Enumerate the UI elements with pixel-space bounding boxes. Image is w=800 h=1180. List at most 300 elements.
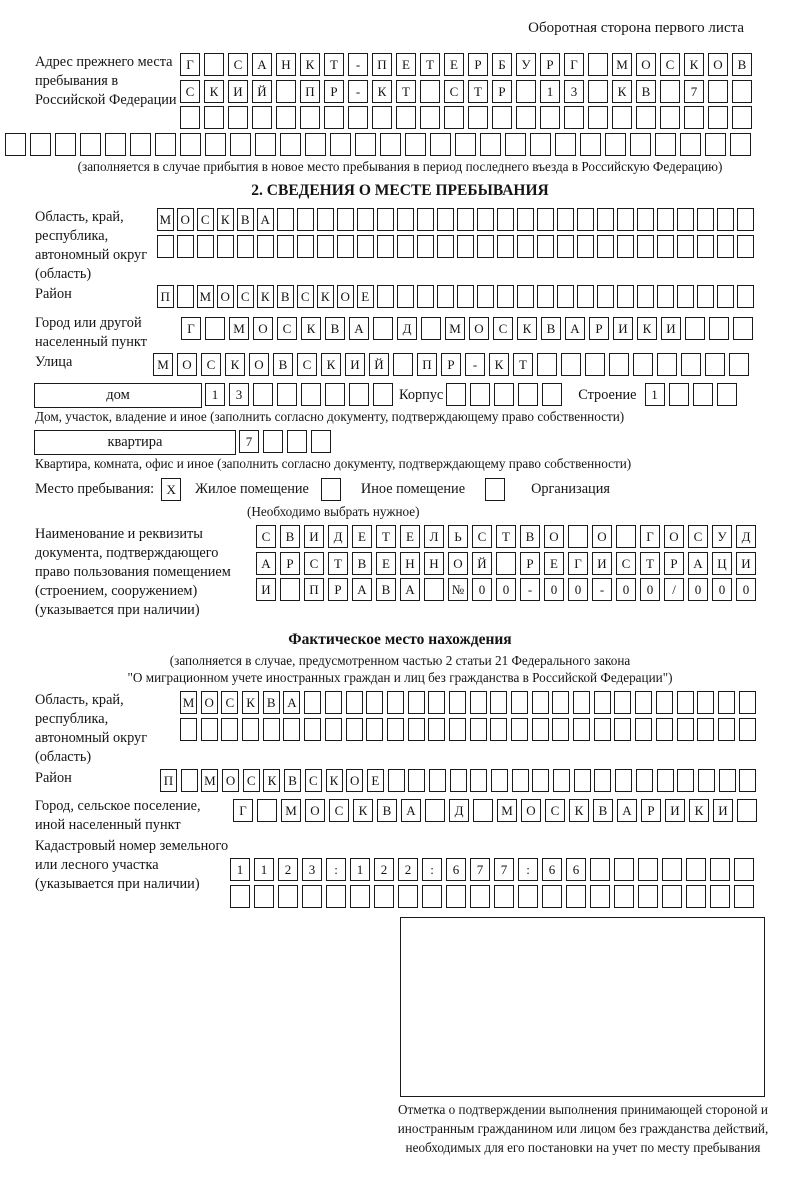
char-cell[interactable]: 7 [494, 858, 514, 881]
char-cell[interactable] [574, 769, 591, 792]
char-cell[interactable] [155, 133, 176, 156]
char-cell[interactable] [718, 691, 735, 714]
char-cell[interactable]: К [204, 80, 224, 103]
char-cell[interactable]: П [304, 578, 324, 601]
char-cell[interactable] [588, 53, 608, 76]
char-cell[interactable] [637, 235, 654, 258]
char-cell[interactable]: И [256, 578, 276, 601]
char-cell[interactable]: С [243, 769, 260, 792]
char-cell[interactable] [228, 106, 248, 129]
char-cell[interactable] [585, 353, 605, 376]
char-cell[interactable] [491, 769, 508, 792]
char-cell[interactable]: М [157, 208, 174, 231]
char-cell[interactable]: Р [441, 353, 461, 376]
char-cell[interactable] [348, 106, 368, 129]
char-cell[interactable] [408, 769, 425, 792]
char-cell[interactable] [278, 885, 298, 908]
char-cell[interactable] [717, 383, 737, 406]
char-cell[interactable]: О [708, 53, 728, 76]
char-cell[interactable] [346, 718, 363, 741]
char-cell[interactable]: О [253, 317, 273, 340]
char-cell[interactable]: Е [367, 769, 384, 792]
char-cell[interactable]: У [712, 525, 732, 548]
char-cell[interactable] [477, 285, 494, 308]
char-cell[interactable]: К [300, 53, 320, 76]
char-cell[interactable]: 6 [566, 858, 586, 881]
char-cell[interactable] [680, 133, 701, 156]
char-cell[interactable] [708, 80, 728, 103]
char-cell[interactable]: 0 [736, 578, 756, 601]
char-cell[interactable]: М [612, 53, 632, 76]
char-cell[interactable]: Р [520, 552, 540, 575]
char-cell[interactable] [594, 718, 611, 741]
char-cell[interactable] [201, 718, 218, 741]
char-cell[interactable] [588, 106, 608, 129]
char-cell[interactable] [697, 691, 714, 714]
char-cell[interactable] [561, 353, 581, 376]
char-cell[interactable]: 7 [239, 430, 259, 453]
char-cell[interactable] [617, 208, 634, 231]
char-cell[interactable]: А [257, 208, 274, 231]
char-cell[interactable] [105, 133, 126, 156]
char-cell[interactable]: 0 [712, 578, 732, 601]
char-cell[interactable]: К [257, 285, 274, 308]
char-cell[interactable] [637, 285, 654, 308]
char-cell[interactable] [177, 235, 194, 258]
char-cell[interactable] [204, 53, 224, 76]
char-cell[interactable] [450, 769, 467, 792]
char-cell[interactable] [237, 235, 254, 258]
char-cell[interactable] [470, 383, 490, 406]
char-cell[interactable] [677, 769, 694, 792]
char-cell[interactable] [710, 858, 730, 881]
char-cell[interactable] [230, 885, 250, 908]
char-cell[interactable] [732, 80, 752, 103]
char-cell[interactable]: 6 [542, 858, 562, 881]
char-cell[interactable]: О [664, 525, 684, 548]
char-cell[interactable] [614, 858, 634, 881]
char-cell[interactable]: В [377, 799, 397, 822]
char-cell[interactable] [566, 885, 586, 908]
char-cell[interactable]: И [613, 317, 633, 340]
char-cell[interactable] [718, 718, 735, 741]
char-cell[interactable] [657, 285, 674, 308]
char-cell[interactable] [577, 235, 594, 258]
char-cell[interactable] [430, 133, 451, 156]
char-cell[interactable] [577, 208, 594, 231]
char-cell[interactable]: Д [328, 525, 348, 548]
char-cell[interactable] [205, 133, 226, 156]
char-cell[interactable] [614, 718, 631, 741]
char-cell[interactable] [497, 235, 514, 258]
char-cell[interactable] [263, 430, 283, 453]
char-cell[interactable] [660, 106, 680, 129]
char-cell[interactable]: П [300, 80, 320, 103]
char-cell[interactable]: И [228, 80, 248, 103]
char-cell[interactable] [455, 133, 476, 156]
char-cell[interactable]: А [400, 578, 420, 601]
char-cell[interactable] [553, 769, 570, 792]
char-cell[interactable] [485, 478, 505, 501]
char-cell[interactable]: К [263, 769, 280, 792]
char-cell[interactable]: У [516, 53, 536, 76]
char-cell[interactable] [197, 235, 214, 258]
char-cell[interactable] [300, 106, 320, 129]
char-cell[interactable]: К [517, 317, 537, 340]
char-cell[interactable] [614, 691, 631, 714]
char-cell[interactable] [317, 208, 334, 231]
char-cell[interactable] [398, 885, 418, 908]
char-cell[interactable] [542, 885, 562, 908]
char-cell[interactable] [280, 133, 301, 156]
char-cell[interactable] [617, 285, 634, 308]
char-cell[interactable] [496, 552, 516, 575]
char-cell[interactable]: С [256, 525, 276, 548]
char-cell[interactable]: И [592, 552, 612, 575]
char-cell[interactable] [253, 383, 273, 406]
char-cell[interactable] [283, 718, 300, 741]
char-cell[interactable]: Р [641, 799, 661, 822]
char-cell[interactable]: М [445, 317, 465, 340]
char-cell[interactable] [277, 383, 297, 406]
char-cell[interactable] [517, 235, 534, 258]
char-cell[interactable] [366, 691, 383, 714]
char-cell[interactable]: А [349, 317, 369, 340]
char-cell[interactable]: Й [472, 552, 492, 575]
char-cell[interactable] [387, 718, 404, 741]
char-cell[interactable] [280, 578, 300, 601]
char-cell[interactable]: А [283, 691, 300, 714]
char-cell[interactable]: К [217, 208, 234, 231]
char-cell[interactable] [734, 858, 754, 881]
char-cell[interactable]: С [305, 769, 322, 792]
char-cell[interactable] [677, 691, 694, 714]
char-cell[interactable] [387, 691, 404, 714]
char-cell[interactable]: / [664, 578, 684, 601]
char-cell[interactable]: К [569, 799, 589, 822]
char-cell[interactable]: 1 [350, 858, 370, 881]
char-cell[interactable]: В [520, 525, 540, 548]
char-cell[interactable] [446, 885, 466, 908]
char-cell[interactable] [277, 208, 294, 231]
char-cell[interactable]: 3 [564, 80, 584, 103]
char-cell[interactable] [532, 691, 549, 714]
char-cell[interactable] [656, 691, 673, 714]
char-cell[interactable] [677, 285, 694, 308]
char-cell[interactable] [317, 235, 334, 258]
char-cell[interactable]: : [422, 858, 442, 881]
char-cell[interactable]: О [177, 353, 197, 376]
char-cell[interactable] [255, 133, 276, 156]
char-cell[interactable] [302, 885, 322, 908]
char-cell[interactable]: Д [449, 799, 469, 822]
char-cell[interactable] [577, 285, 594, 308]
char-cell[interactable] [473, 799, 493, 822]
char-cell[interactable] [437, 235, 454, 258]
char-cell[interactable]: Й [369, 353, 389, 376]
char-cell[interactable]: О [217, 285, 234, 308]
char-cell[interactable]: X [161, 478, 181, 501]
char-cell[interactable]: Р [664, 552, 684, 575]
char-cell[interactable]: С [545, 799, 565, 822]
char-cell[interactable] [517, 208, 534, 231]
char-cell[interactable] [477, 208, 494, 231]
char-cell[interactable] [697, 235, 714, 258]
char-cell[interactable]: С [444, 80, 464, 103]
char-cell[interactable]: А [617, 799, 637, 822]
char-cell[interactable] [217, 235, 234, 258]
char-cell[interactable] [537, 235, 554, 258]
char-cell[interactable] [635, 691, 652, 714]
char-cell[interactable] [287, 430, 307, 453]
char-cell[interactable] [739, 718, 756, 741]
char-cell[interactable] [297, 235, 314, 258]
char-cell[interactable] [637, 208, 654, 231]
char-cell[interactable] [449, 718, 466, 741]
char-cell[interactable]: С [688, 525, 708, 548]
char-cell[interactable]: О [521, 799, 541, 822]
char-cell[interactable]: 2 [278, 858, 298, 881]
char-cell[interactable]: Е [400, 525, 420, 548]
char-cell[interactable] [397, 235, 414, 258]
char-cell[interactable] [552, 718, 569, 741]
char-cell[interactable] [181, 769, 198, 792]
char-cell[interactable] [405, 133, 426, 156]
char-cell[interactable] [357, 208, 374, 231]
char-cell[interactable] [444, 106, 464, 129]
char-cell[interactable]: С [297, 353, 317, 376]
char-cell[interactable] [693, 383, 713, 406]
char-cell[interactable] [325, 718, 342, 741]
char-cell[interactable] [564, 106, 584, 129]
char-cell[interactable] [557, 208, 574, 231]
char-cell[interactable]: А [252, 53, 272, 76]
char-cell[interactable] [516, 106, 536, 129]
char-cell[interactable] [636, 769, 653, 792]
char-cell[interactable] [686, 885, 706, 908]
char-cell[interactable] [684, 106, 704, 129]
char-cell[interactable] [446, 383, 466, 406]
char-cell[interactable] [681, 353, 701, 376]
char-cell[interactable]: И [665, 799, 685, 822]
char-cell[interactable]: С [201, 353, 221, 376]
char-cell[interactable] [518, 383, 538, 406]
char-cell[interactable]: К [489, 353, 509, 376]
char-cell[interactable]: 7 [470, 858, 490, 881]
char-cell[interactable] [677, 235, 694, 258]
char-cell[interactable]: 1 [254, 858, 274, 881]
char-cell[interactable]: В [237, 208, 254, 231]
char-cell[interactable]: О [222, 769, 239, 792]
char-cell[interactable] [366, 718, 383, 741]
char-cell[interactable]: Б [492, 53, 512, 76]
char-cell[interactable]: 0 [616, 578, 636, 601]
char-cell[interactable] [697, 208, 714, 231]
char-cell[interactable]: Г [568, 552, 588, 575]
char-cell[interactable]: С [180, 80, 200, 103]
char-cell[interactable]: И [736, 552, 756, 575]
char-cell[interactable]: 0 [472, 578, 492, 601]
char-cell[interactable]: Д [736, 525, 756, 548]
char-cell[interactable] [449, 691, 466, 714]
char-cell[interactable]: П [372, 53, 392, 76]
char-cell[interactable] [662, 885, 682, 908]
char-cell[interactable] [477, 235, 494, 258]
char-cell[interactable]: 6 [446, 858, 466, 881]
char-cell[interactable]: 0 [544, 578, 564, 601]
char-cell[interactable] [205, 317, 225, 340]
char-cell[interactable]: 3 [229, 383, 249, 406]
char-cell[interactable] [594, 769, 611, 792]
char-cell[interactable]: Г [181, 317, 201, 340]
char-cell[interactable] [470, 718, 487, 741]
char-cell[interactable]: № [448, 578, 468, 601]
char-cell[interactable] [737, 799, 757, 822]
char-cell[interactable]: Р [328, 578, 348, 601]
char-cell[interactable]: Н [276, 53, 296, 76]
char-cell[interactable]: Е [544, 552, 564, 575]
char-cell[interactable] [457, 235, 474, 258]
char-cell[interactable]: Т [640, 552, 660, 575]
char-cell[interactable]: Г [640, 525, 660, 548]
char-cell[interactable] [357, 235, 374, 258]
char-cell[interactable] [594, 691, 611, 714]
char-cell[interactable] [737, 285, 754, 308]
char-cell[interactable] [635, 718, 652, 741]
char-cell[interactable] [490, 718, 507, 741]
char-cell[interactable]: П [417, 353, 437, 376]
char-cell[interactable] [304, 718, 321, 741]
char-cell[interactable] [422, 885, 442, 908]
char-cell[interactable]: А [565, 317, 585, 340]
char-cell[interactable] [277, 235, 294, 258]
char-cell[interactable]: Ц [712, 552, 732, 575]
char-cell[interactable] [408, 691, 425, 714]
char-cell[interactable]: О [305, 799, 325, 822]
char-cell[interactable] [557, 285, 574, 308]
char-cell[interactable] [494, 885, 514, 908]
char-cell[interactable] [417, 285, 434, 308]
char-cell[interactable] [497, 208, 514, 231]
char-cell[interactable]: Д [397, 317, 417, 340]
char-cell[interactable]: М [197, 285, 214, 308]
char-cell[interactable]: В [376, 578, 396, 601]
char-cell[interactable] [615, 769, 632, 792]
char-cell[interactable] [677, 208, 694, 231]
char-cell[interactable] [710, 885, 730, 908]
char-cell[interactable]: Н [400, 552, 420, 575]
char-cell[interactable] [657, 208, 674, 231]
char-cell[interactable] [230, 133, 251, 156]
char-cell[interactable]: К [301, 317, 321, 340]
char-cell[interactable] [393, 353, 413, 376]
char-cell[interactable] [428, 691, 445, 714]
char-cell[interactable]: - [348, 80, 368, 103]
char-cell[interactable]: Е [396, 53, 416, 76]
char-cell[interactable] [470, 885, 490, 908]
char-cell[interactable] [428, 718, 445, 741]
char-cell[interactable] [325, 691, 342, 714]
char-cell[interactable]: О [249, 353, 269, 376]
char-cell[interactable]: О [636, 53, 656, 76]
char-cell[interactable] [311, 430, 331, 453]
char-cell[interactable]: 7 [684, 80, 704, 103]
char-cell[interactable] [617, 235, 634, 258]
char-cell[interactable]: И [345, 353, 365, 376]
char-cell[interactable] [372, 106, 392, 129]
char-cell[interactable] [257, 799, 277, 822]
char-cell[interactable]: П [160, 769, 177, 792]
char-cell[interactable]: Т [328, 552, 348, 575]
char-cell[interactable]: К [326, 769, 343, 792]
char-cell[interactable]: 2 [398, 858, 418, 881]
char-cell[interactable] [616, 525, 636, 548]
char-cell[interactable] [542, 383, 562, 406]
char-cell[interactable]: Г [233, 799, 253, 822]
char-cell[interactable]: Г [564, 53, 584, 76]
char-cell[interactable]: 0 [496, 578, 516, 601]
char-cell[interactable]: М [229, 317, 249, 340]
char-cell[interactable] [733, 317, 753, 340]
char-cell[interactable] [555, 133, 576, 156]
char-cell[interactable]: В [273, 353, 293, 376]
char-cell[interactable] [396, 106, 416, 129]
char-cell[interactable] [337, 208, 354, 231]
char-cell[interactable]: Т [324, 53, 344, 76]
char-cell[interactable] [697, 285, 714, 308]
char-cell[interactable]: В [280, 525, 300, 548]
char-cell[interactable] [605, 133, 626, 156]
char-cell[interactable]: К [689, 799, 709, 822]
char-cell[interactable] [657, 353, 677, 376]
char-cell[interactable] [612, 106, 632, 129]
char-cell[interactable] [597, 235, 614, 258]
char-cell[interactable] [552, 691, 569, 714]
char-cell[interactable] [656, 718, 673, 741]
char-cell[interactable] [532, 769, 549, 792]
char-cell[interactable]: В [541, 317, 561, 340]
char-cell[interactable] [737, 235, 754, 258]
char-cell[interactable]: А [688, 552, 708, 575]
char-cell[interactable]: 3 [302, 858, 322, 881]
char-cell[interactable] [325, 383, 345, 406]
char-cell[interactable] [557, 235, 574, 258]
char-cell[interactable] [276, 106, 296, 129]
char-cell[interactable] [252, 106, 272, 129]
char-cell[interactable] [686, 858, 706, 881]
char-cell[interactable]: О [448, 552, 468, 575]
char-cell[interactable]: 0 [688, 578, 708, 601]
char-cell[interactable] [657, 235, 674, 258]
char-cell[interactable]: С [304, 552, 324, 575]
char-cell[interactable]: В [263, 691, 280, 714]
char-cell[interactable] [324, 106, 344, 129]
char-cell[interactable] [130, 133, 151, 156]
char-cell[interactable] [180, 133, 201, 156]
char-cell[interactable]: А [256, 552, 276, 575]
char-cell[interactable] [516, 80, 536, 103]
char-cell[interactable] [739, 691, 756, 714]
char-cell[interactable]: : [518, 858, 538, 881]
char-cell[interactable] [573, 718, 590, 741]
char-cell[interactable] [568, 525, 588, 548]
char-cell[interactable] [490, 691, 507, 714]
char-cell[interactable] [657, 769, 674, 792]
char-cell[interactable]: 1 [645, 383, 665, 406]
char-cell[interactable]: Й [252, 80, 272, 103]
char-cell[interactable]: Т [396, 80, 416, 103]
char-cell[interactable] [177, 285, 194, 308]
